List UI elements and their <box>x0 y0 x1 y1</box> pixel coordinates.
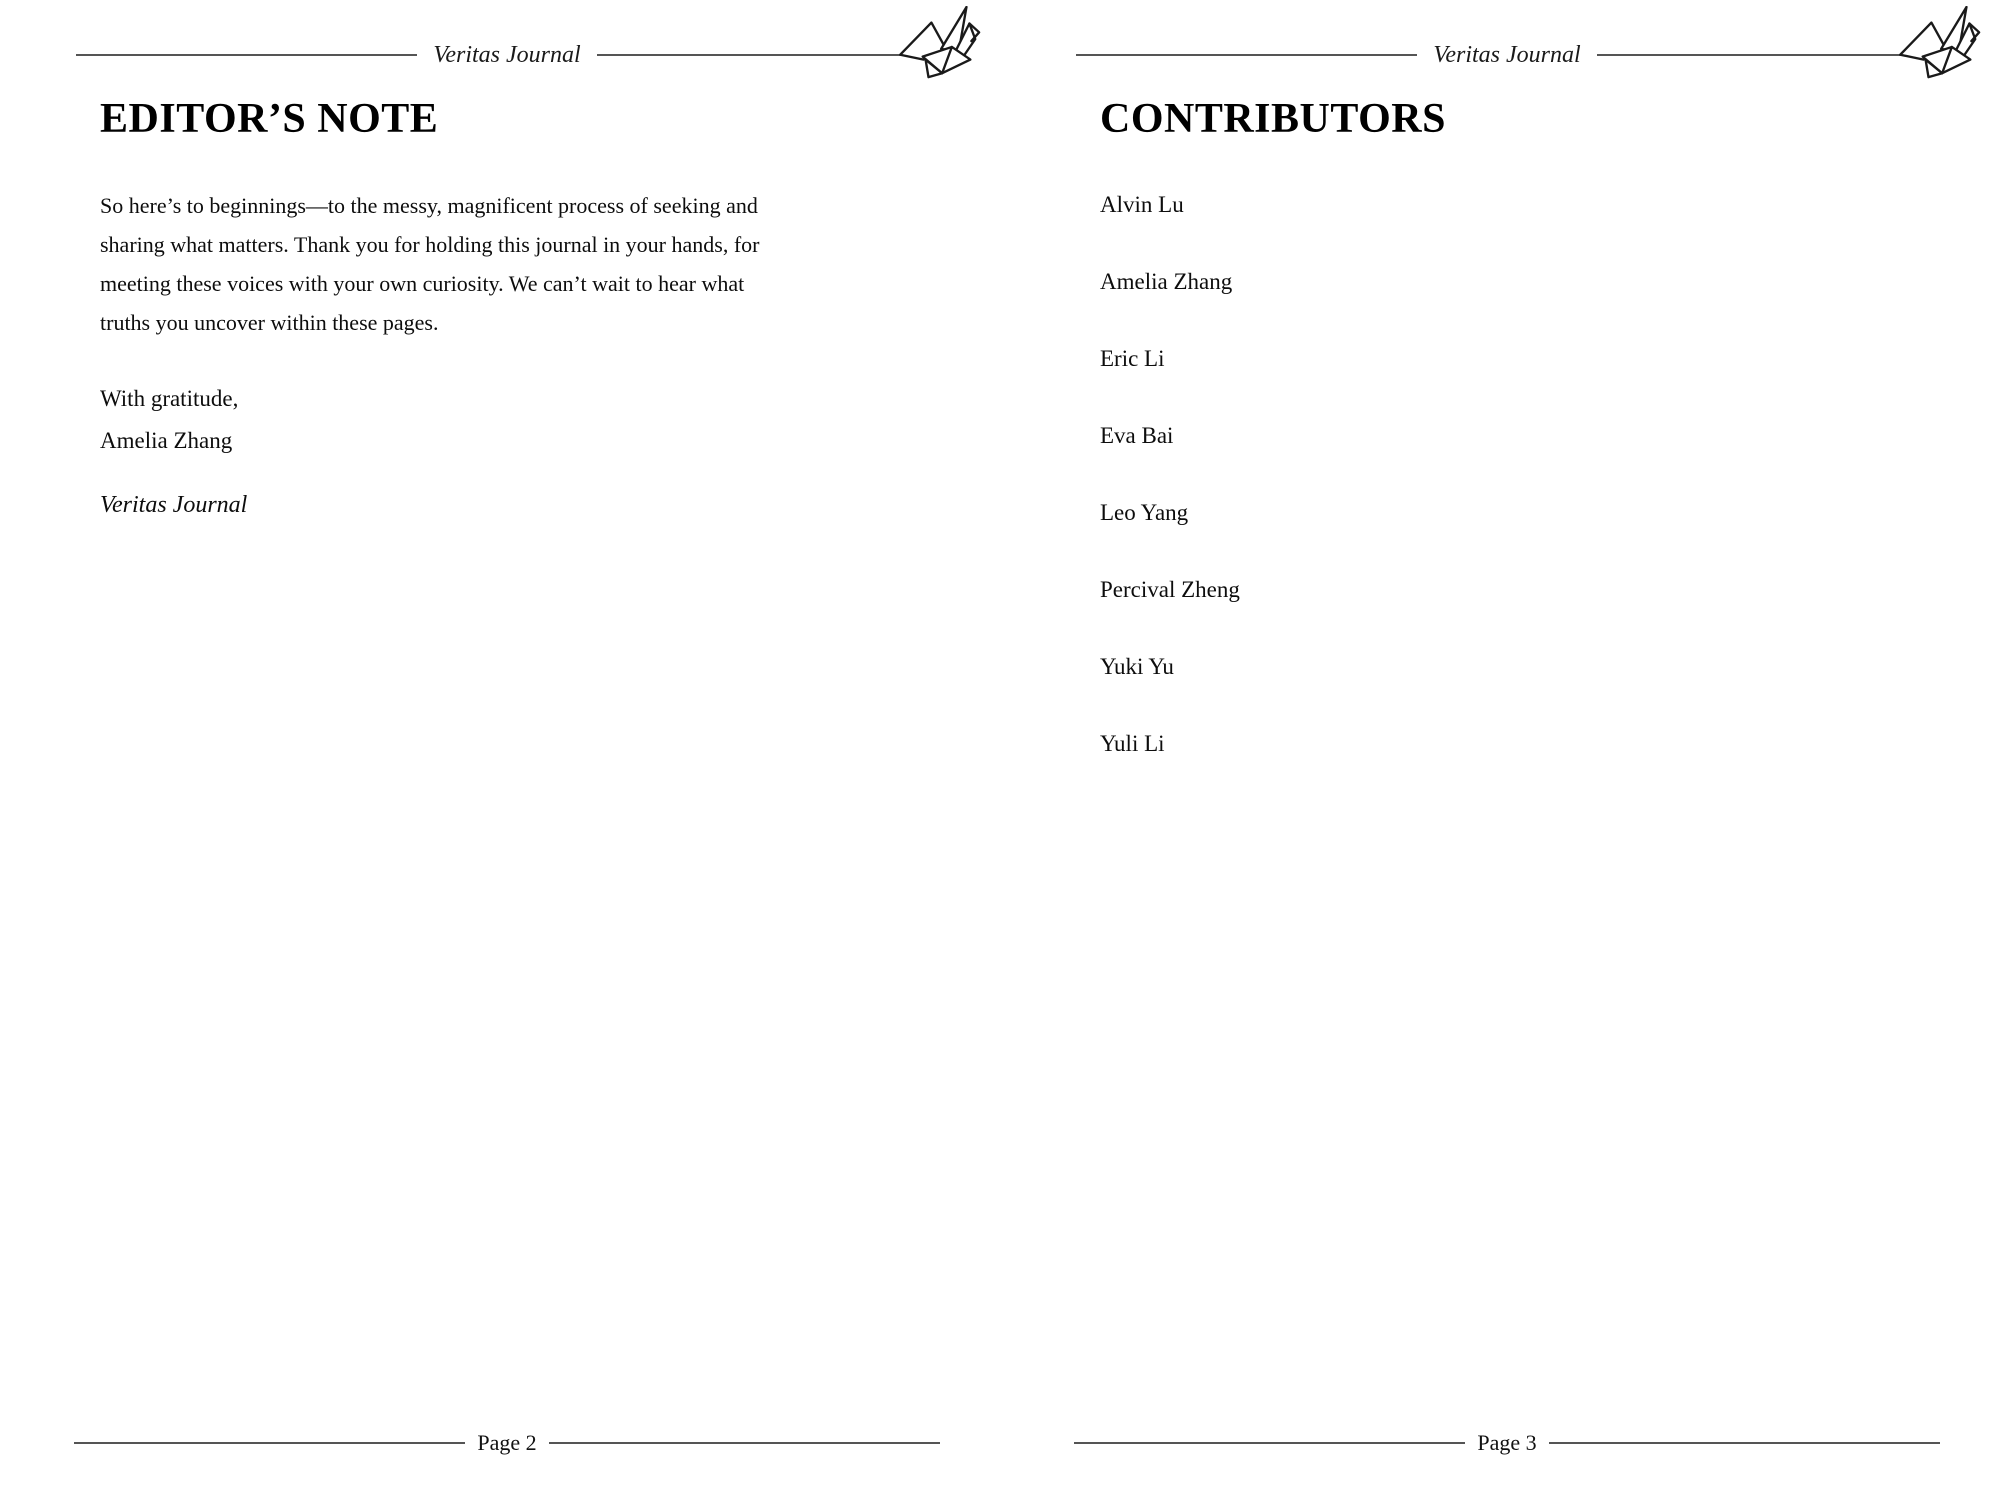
editors-note-title: EDITOR’S NOTE <box>100 96 439 142</box>
header-rule-right <box>1597 54 1938 56</box>
running-header <box>76 40 938 70</box>
page-number: Page 3 <box>1477 1430 1537 1455</box>
page-footer <box>74 1428 940 1458</box>
contributor-name: Eva Bai <box>1100 423 1174 448</box>
contributor-name: Alvin Lu <box>1100 192 1184 217</box>
contributors-list <box>1100 190 1900 759</box>
journal-signature: Veritas Journal <box>100 492 248 518</box>
closing-block <box>100 378 900 462</box>
contributor-name: Percival Zheng <box>1100 577 1240 602</box>
contributor-name: Leo Yang <box>1100 500 1189 525</box>
page-contributors <box>1000 0 2000 1500</box>
running-header <box>1076 40 1938 70</box>
footer-rule-left <box>1074 1442 1465 1444</box>
contributor-name: Yuki Yu <box>1100 654 1174 679</box>
footer-rule-right <box>1549 1442 1940 1444</box>
closing-line: With gratitude, <box>100 386 239 411</box>
page-number: Page 2 <box>477 1430 537 1455</box>
origami-crane-icon <box>1898 6 1996 82</box>
footer-rule-right <box>549 1442 940 1444</box>
page-footer <box>1074 1428 1940 1458</box>
editor-signature-name: Amelia Zhang <box>100 428 233 453</box>
contributor-name: Amelia Zhang <box>1100 269 1233 294</box>
header-rule-left <box>76 54 417 56</box>
contributor-name: Eric Li <box>1100 346 1165 371</box>
journal-name-header: Veritas Journal <box>433 41 581 68</box>
journal-name-header: Veritas Journal <box>1433 41 1581 68</box>
editors-note-body: So here’s to beginnings—to the messy, magnificent process of seeking and sharing what matters. Thank you for holding this journal in your hands, for meeting these voices with your own curiosity. We can’t wait to hear what truths you uncover within these pages. <box>100 193 760 335</box>
header-rule-right <box>597 54 938 56</box>
header-rule-left <box>1076 54 1417 56</box>
footer-rule-left <box>74 1442 465 1444</box>
contributor-name: Yuli Li <box>1100 731 1165 756</box>
origami-crane-icon <box>898 6 996 82</box>
contributors-title: CONTRIBUTORS <box>1100 96 1446 142</box>
